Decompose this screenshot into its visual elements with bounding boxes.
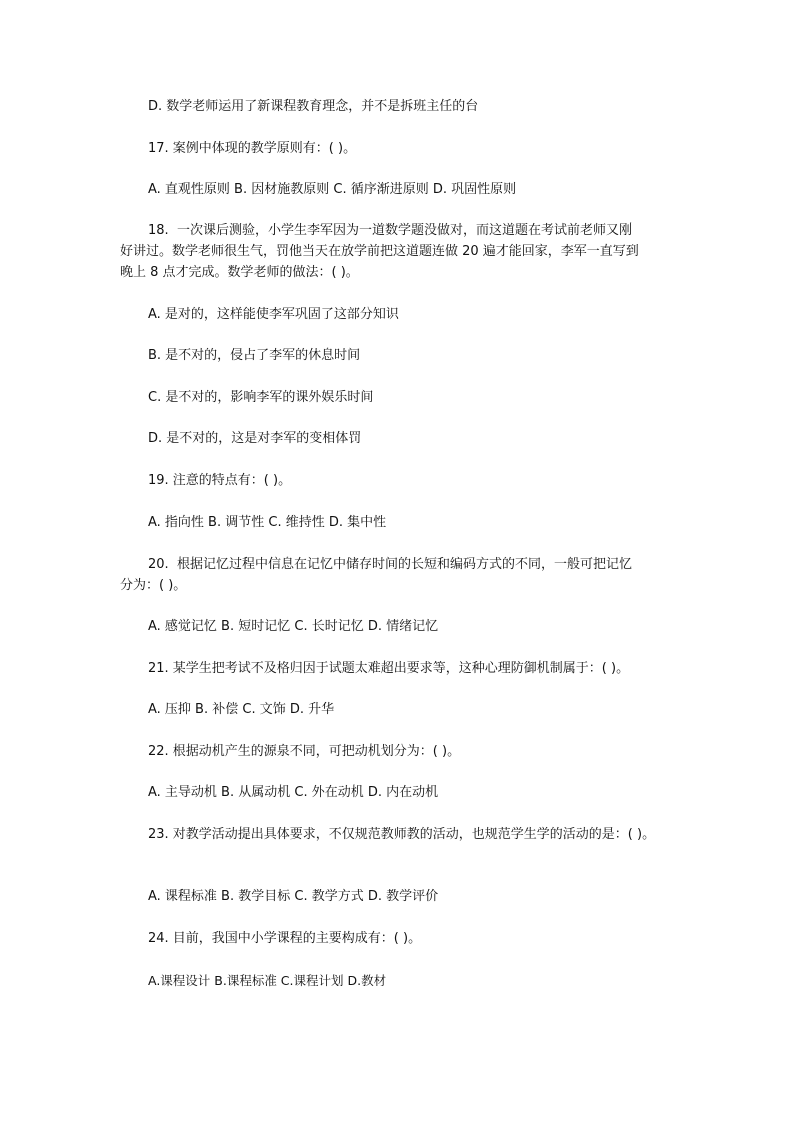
option-18-a: A. 是对的，这样能使李军巩固了这部分知识 [148, 307, 399, 322]
options-21: A. 压抑 B. 补偿 C. 文饰 D. 升华 [148, 702, 335, 717]
options-17: A. 直观性原则 B. 因材施教原则 C. 循序渐进原则 D. 巩固性原则 [148, 182, 517, 197]
option-16-d: D. 数学老师运用了新课程教育理念，并不是拆班主任的台 [148, 99, 479, 114]
option-18-d: D. 是不对的，这是对李军的变相体罚 [148, 431, 362, 446]
options-22: A. 主导动机 B. 从属动机 C. 外在动机 D. 内在动机 [148, 785, 439, 800]
question-17: 17. 案例中体现的教学原则有：( )。 [148, 141, 357, 156]
question-19: 19. 注意的特点有：( )。 [148, 473, 292, 488]
question-22: 22. 根据动机产生的源泉不同，可把动机划分为：( )。 [148, 744, 461, 759]
question-20-line-1: 20. 根据记忆过程中信息在记忆中储存时间的长短和编码方式的不同，一般可把记忆 [148, 557, 632, 572]
question-18-line-3: 晚上 8 点才完成。数学老师的做法：( )。 [120, 265, 359, 280]
question-24: 24. 目前，我国中小学课程的主要构成有：( )。 [148, 931, 422, 946]
question-18-line-2: 好讲过。数学老师很生气，罚他当天在放学前把这道题连做 20 遍才能回家，李军一直写到 [120, 244, 639, 259]
options-24: A.课程设计 B.课程标准 C.课程计划 D.教材 [148, 973, 387, 988]
question-20-line-2: 分为：( )。 [120, 578, 187, 593]
options-20: A. 感觉记忆 B. 短时记忆 C. 长时记忆 D. 情绪记忆 [148, 619, 439, 634]
question-23: 23. 对教学活动提出具体要求，不仅规范教师教的活动，也规范学生学的活动的是：( )。 [148, 827, 656, 842]
question-21: 21. 某学生把考试不及格归因于试题太难超出要求等，这种心理防御机制属于：( )。 [148, 661, 630, 676]
options-23: A. 课程标准 B. 教学目标 C. 教学方式 D. 教学评价 [148, 889, 439, 904]
options-19: A. 指向性 B. 调节性 C. 维持性 D. 集中性 [148, 515, 387, 530]
option-18-b: B. 是不对的，侵占了李军的休息时间 [148, 348, 361, 363]
question-18-line-1: 18. 一次课后测验，小学生李军因为一道数学题没做对，而这道题在考试前老师又刚 [148, 223, 632, 238]
option-18-c: C. 是不对的，影响李军的课外娱乐时间 [148, 390, 374, 405]
